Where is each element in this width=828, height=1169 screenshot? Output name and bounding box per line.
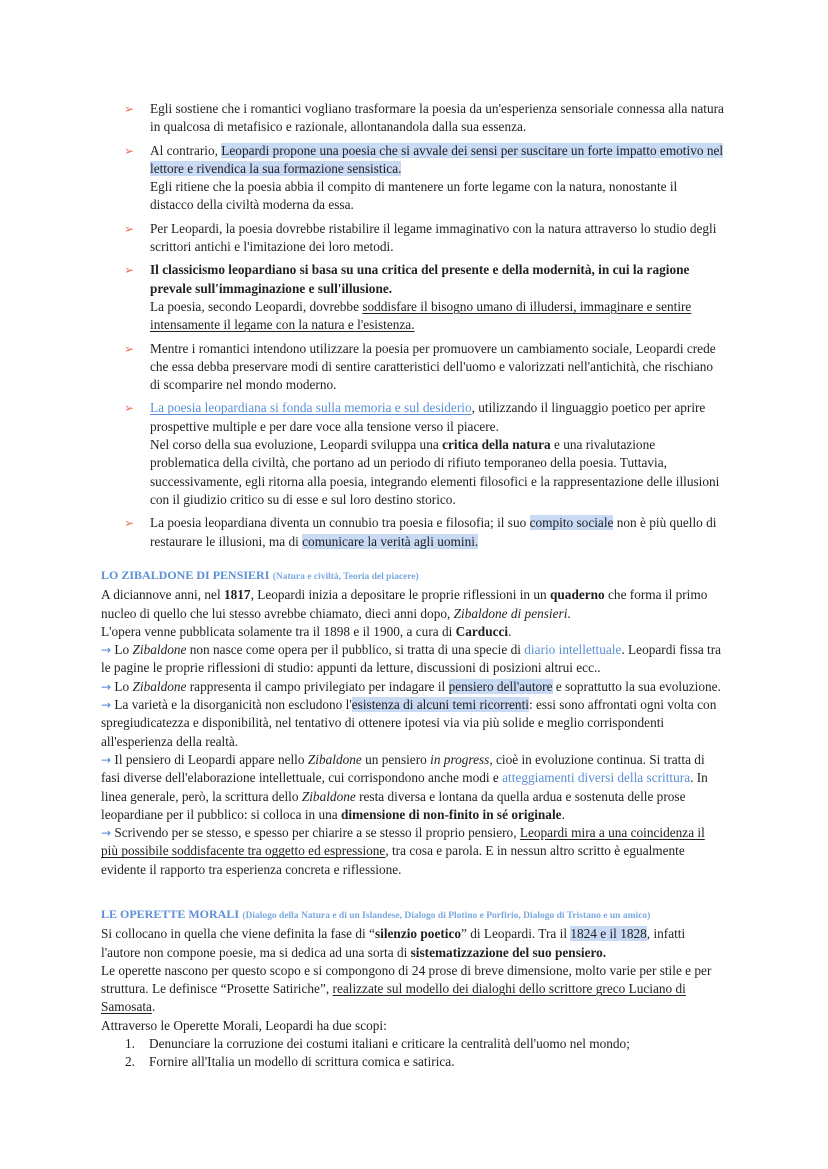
highlighted-text: compito sociale: [529, 515, 614, 531]
paragraph: → Lo Zibaldone rappresenta il campo privilegiato per indagare il pensiero dell'autore e soprattutto la sua evoluzione.: [101, 678, 721, 694]
bullet-item: ➢ Al contrario, Leopardi propone una poesia che si avvale dei sensi per suscitare un forte impatto emotivo nel lettore e rivendica la sua formazione sensistica. Egli ritiene che la poesia abbia il compito di mantenere un forte legame con la natura, nonostante il distacco della civiltà moderna da essa.: [124, 142, 724, 213]
arrow-bullet-icon: ➢: [124, 102, 135, 116]
list-item: 2. Fornire all'Italia un modello di scrittura comica e satirica.: [125, 1054, 455, 1070]
highlighted-text: Leopardi propone una poesia che si avvale dei sensi per suscitare un forte impatto emotivo nel lettore e rivendica la sua formazione sensistica.: [150, 142, 724, 176]
section-heading: [101, 566, 725, 586]
zibaldone-section: [101, 566, 725, 879]
arrow-bullet-icon: ➢: [124, 401, 135, 416]
paragraph: A diciannove anni, nel 1817, Leopardi inizia a depositare le proprie riflessioni in un quaderno che forma il primo nucleo di quello che lui stesso avrebbe chiamato, dieci anni dopo, Zibaldone di pensieri.: [101, 587, 708, 621]
paragraph: → Lo Zibaldone non nasce come opera per il pubblico, si tratta di una specie di diario intellettuale. Leopardi fissa tra le pagine le proprie riflessioni di studio: appunti da letture, discussioni di posizioni altrui ecc..: [101, 642, 722, 676]
paragraph: → Scrivendo per se stesso, e spesso per chiarire a se stesso il proprio pensiero, Leopardi mira a una coincidenza il più possibile soddisfacente tra oggetto ed espressione, tra cosa e parola. E in nessun altro scritto è egualmente evidente il rapporto tra esperienza concreta e riflessione.: [101, 825, 705, 877]
paragraph: Le operette nascono per questo scopo e si compongono di 24 prose di breve dimensione, molto varie per stile e per struttura. Le definisce “Prosette Satiriche”, realizzate sul modello dei dialoghi dello scrittore greco Luciano di Samosata.: [101, 962, 712, 1015]
arrow-bullet-icon: ➢: [124, 263, 135, 278]
numbered-list: [101, 1035, 725, 1072]
right-arrow-icon: →: [101, 643, 112, 658]
section-subtitle: (Natura e civiltà, Teoria del piacere): [272, 572, 419, 582]
bullet-list: [124, 100, 724, 556]
paragraph: Attraverso le Operette Morali, Leopardi ha due scopi:: [101, 1017, 387, 1033]
bullet-item: ➢ Mentre i romantici intendono utilizzare la poesia per promuovere un cambiamento sociale, Leopardi crede che essa debba preservare modi di sentire caratteristici dell'uomo e valorizzati nell'antichità, che rischiano di scomparire nel mondo moderno.: [124, 340, 716, 393]
section-title: LE OPERETTE MORALI: [101, 907, 240, 921]
bullet-item: ➢ La poesia leopardiana diventa un connubio tra poesia e filosofia; il suo compito sociale non è più quello di restaurare le illusioni, ma di comunicare la verità agli uomini.: [124, 515, 717, 549]
right-arrow-icon: →: [101, 752, 112, 767]
highlighted-text: comunicare la verità agli uomini.: [302, 533, 479, 549]
list-item: 1. Denunciare la corruzione dei costumi italiani e criticare la centralità dell'uomo nel mondo;: [125, 1036, 630, 1052]
paragraph: → La varietà e la disorganicità non escludono l'esistenza di alcuni temi ricorrenti: essi sono affrontati ogni volta con spregiudicatezza e disponibilità, nel tentativo di ottenere ipotesi via via più solide e meglio corrispondenti all'esperienza della realtà.: [101, 697, 717, 749]
paragraph: L'opera venne pubblicata solamente tra il 1898 e il 1900, a cura di Carducci.: [101, 623, 512, 639]
section-heading: [101, 905, 725, 925]
right-arrow-icon: →: [101, 698, 112, 713]
right-arrow-icon: →: [101, 679, 112, 694]
bullet-item: ➢ La poesia leopardiana si fonda sulla memoria e sul desiderio, utilizzando il linguaggio poetico per aprire prospettive multiple e per dare voce alla tensione verso il piacere. Nel corso della sua evoluzione, Leopardi sviluppa una critica della natura e una rivalutazione problematica della civiltà, che portano ad un periodo di rifiuto temporaneo della poesia. Tuttavia, successivamente, egli ritorna alla poesia, integrando elementi filosofici e la rappresentazione delle illusioni con il giudizio critico su di esse e sul loro destino storico.: [124, 400, 720, 507]
arrow-bullet-icon: ➢: [124, 341, 135, 356]
section-subtitle: (Dialogo della Natura e di un Islandese, Dialogo di Plotino e Porfirio, Dialogo di Tristano e un amico): [242, 911, 651, 921]
operette-section: [101, 905, 725, 1072]
paragraph: Si collocano in quella che viene definita la fase di “silenzio poetico” di Leopardi. Tra il 1824 e il 1828, infatti l'autore non compone poesie, ma si dedica ad una sorta di sistematizzazione del suo pensiero.: [101, 926, 686, 960]
arrow-bullet-icon: ➢: [124, 143, 135, 158]
section-title: LO ZIBALDONE DI PENSIERI: [101, 568, 270, 582]
paragraph: → Il pensiero di Leopardi appare nello Zibaldone un pensiero in progress, cioè in evoluzione continua. Si tratta di fasi diverse dell'elaborazione intellettuale, cui corrispondono anche modi e atteggiamenti diversi della scrittura. In linea generale, però, la scrittura dello Zibaldone resta diversa e lontana da quella ardua e sostenuta delle prose leopardiane per il pubblico: si colloca in una dimensione di non-finito in sé originale.: [101, 751, 708, 822]
bullet-item: ➢ Il classicismo leopardiano si basa su una critica del presente e della modernità, in cui la ragione prevale sull'immaginazione e sull'illusione. La poesia, secondo Leopardi, dovrebbe soddisfare il bisogno umano di illudersi, immaginare e sentire intensamente il legame con la natura e l'esistenza.: [124, 262, 692, 333]
linked-text[interactable]: La poesia leopardiana si fonda sulla memoria e sul desiderio: [150, 400, 472, 416]
arrow-bullet-icon: ➢: [124, 516, 135, 531]
bullet-item: ➢ Per Leopardi, la poesia dovrebbe ristabilire il legame immaginativo con la natura attraverso lo studio degli scrittori antichi e l'imitazione dei loro metodi.: [124, 220, 717, 255]
arrow-bullet-icon: ➢: [124, 221, 135, 236]
right-arrow-icon: →: [101, 826, 112, 841]
bullet-item: ➢ Egli sostiene che i romantici vogliano trasformare la poesia da un'esperienza sensoriale connessa alla natura in qualcosa di metafisico e razionale, allontanandola dalla sua essenza.: [124, 101, 724, 135]
underlined-text: soddisfare il bisogno umano di illudersi, immaginare e sentire intensamente il legame con la natura e l'esistenza.: [150, 298, 692, 333]
